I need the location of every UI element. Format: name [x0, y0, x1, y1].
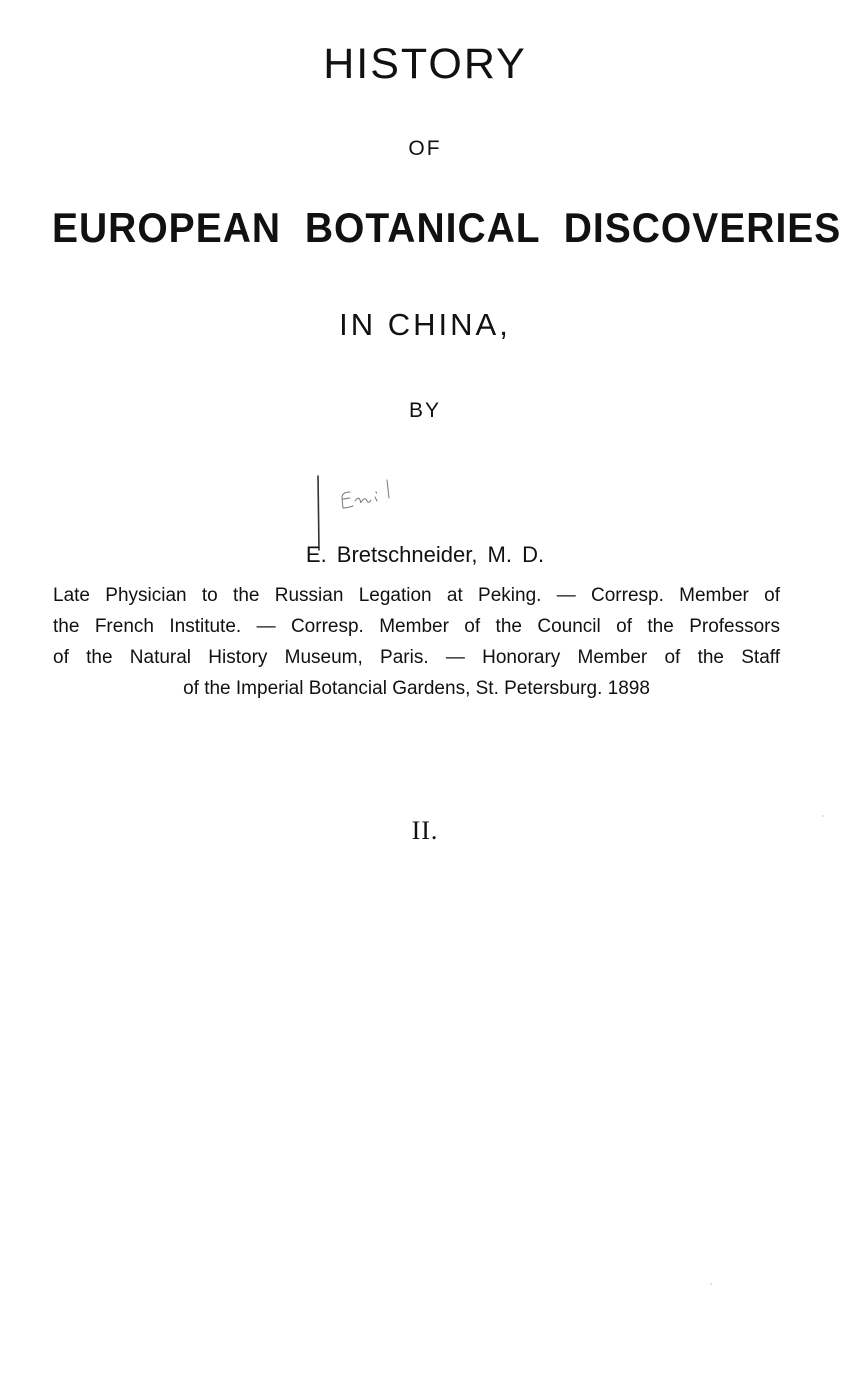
credentials-line: the French Institute. — Corresp. Member of the Council of the Professors [53, 616, 780, 637]
credentials-line: of the Natural History Museum, Paris. — Honorary Member of the Staff [53, 647, 780, 668]
title-main: EUROPEAN BOTANICAL DISCOVERIES [52, 205, 842, 252]
author-name: E. Bretschneider, M. D. [305, 542, 545, 567]
scan-speck [710, 1283, 712, 1285]
scan-speck [822, 815, 824, 817]
title-by: BY [408, 399, 441, 422]
title-of: OF [408, 137, 442, 160]
author-credentials [53, 580, 780, 704]
title-history: HISTORY [323, 40, 527, 88]
title-in-china: IN CHINA, [339, 307, 511, 342]
credentials-line: Late Physician to the Russian Legation at Peking. — Corresp. Member of [53, 585, 780, 606]
volume-number: II. [411, 816, 439, 845]
credentials-line: of the Imperial Botancial Gardens, St. Petersburg. 1898 [183, 678, 650, 699]
